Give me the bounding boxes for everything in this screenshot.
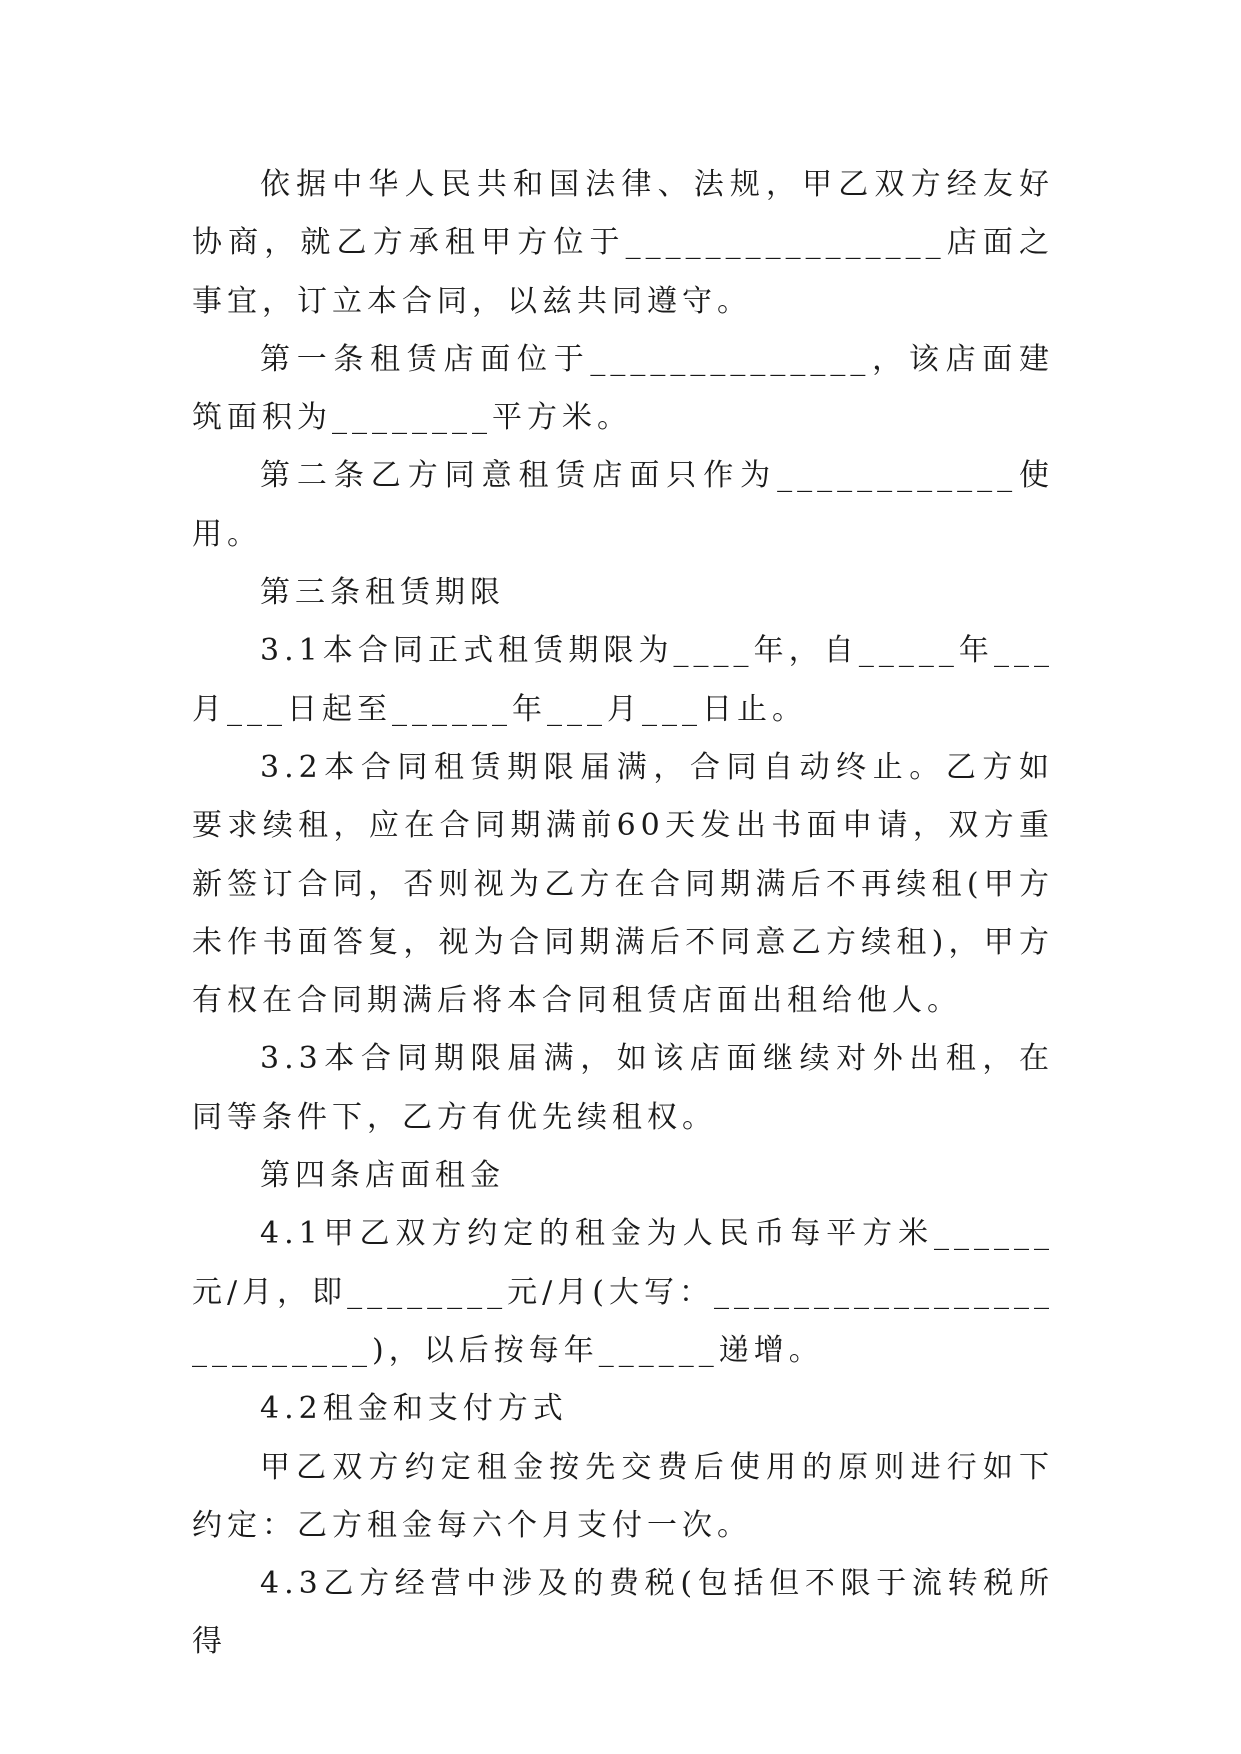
- paragraph-article-1: 第一条租赁店面位于______________，该店面建筑面积为________平方米。: [192, 341, 1054, 436]
- heading-article-4: 第四条店面租金: [260, 1158, 505, 1194]
- paragraph-preamble: 依据中华人民共和国法律、法规，甲乙双方经友好协商，就乙方承租甲方位于________________店面之事宜，订立本合同，以兹共同遵守。: [192, 167, 1054, 319]
- clause-3-1: 3.1本合同正式租赁期限为____年，自_____年___月___日起至______年___月___日止。: [192, 633, 1054, 727]
- clause-4-1: 4.1甲乙双方约定的租金为人民币每平方米______元/月，即________元/月(大写：__________________________)，以后按每年______递增。: [192, 1216, 1054, 1368]
- clause-4-2-heading: 4.2租金和支付方式: [260, 1391, 568, 1427]
- clause-4-3: 4.3乙方经营中涉及的费税(包括但不限于流转税所得: [192, 1566, 1054, 1660]
- document-body: [192, 156, 1054, 1672]
- clause-3-2: 3.2本合同租赁期限届满，合同自动终止。乙方如要求续租，应在合同期满前60天发出书面申请，双方重新签订合同，否则视为乙方在合同期满后不再续租(甲方未作书面答复，视为合同期满后不同意乙方续租)，甲方有权在合同期满后将本合同租赁店面出租给他人。: [192, 749, 1054, 1019]
- paragraph-article-2: 第二条乙方同意租赁店面只作为____________使用。: [192, 458, 1054, 552]
- clause-4-2-body: 甲乙双方约定租金按先交费后使用的原则进行如下约定：乙方租金每六个月支付一次。: [192, 1449, 1054, 1543]
- clause-3-3: 3.3本合同期限届满，如该店面继续对外出租，在同等条件下，乙方有优先续租权。: [192, 1041, 1054, 1135]
- heading-article-3: 第三条租赁期限: [260, 575, 505, 611]
